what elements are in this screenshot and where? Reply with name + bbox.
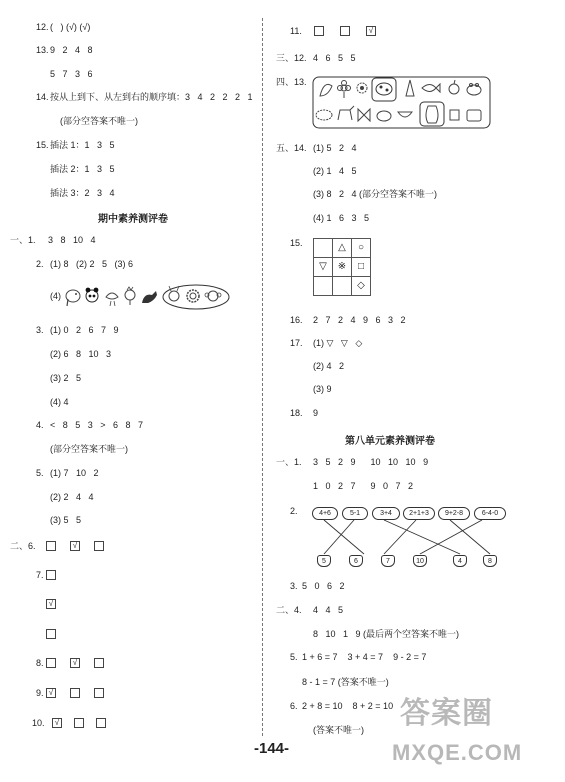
flower-icon [338, 81, 351, 99]
frog-icon [467, 84, 481, 96]
matching-lines [312, 518, 498, 558]
q6-box-1 [46, 541, 56, 551]
classification-picture [312, 76, 492, 130]
q14-line1: 按从上到下、从左到右的顺序填：3 4 2 2 2 1 [50, 92, 253, 102]
s1-q3-line2: (2) 6 8 10 3 [50, 349, 112, 359]
number-bag-5: 4 [453, 555, 467, 567]
r-q5-line2: 8 - 1 = 7 (答案不唯一) [302, 677, 389, 687]
q15-line3: 插法 3：2 3 4 [50, 188, 115, 198]
r-q11-number: 11. [290, 26, 302, 36]
dinosaur-icon [142, 291, 157, 303]
number-bag-6: 8 [483, 555, 497, 567]
r-s1-q3-number: 3. [290, 581, 298, 591]
r-q17-number: 17. [290, 338, 303, 348]
r-q17-line1: (1) ▽ ▽ ◇ [313, 338, 363, 348]
q11-box-1 [314, 26, 324, 36]
elephant-icon [66, 290, 80, 306]
r-q16-answer: 2 7 2 4 9 6 3 2 [313, 315, 406, 325]
s1-q2-line2: (4) [50, 291, 61, 301]
midterm-title: 期中素养测评卷 [98, 214, 168, 225]
fish-icon [422, 84, 440, 92]
watermark-url: MXQE.COM [392, 740, 523, 765]
grid-cell: ◇ [351, 276, 371, 296]
watermark-logo: 答案圈 [400, 697, 493, 730]
q14-line2: (部分空答案不唯一) [60, 116, 138, 126]
q9-box-3 [94, 688, 104, 698]
s1-q3-line4: (4) 4 [50, 397, 69, 407]
sheep-icon [316, 110, 332, 120]
s1-q1-number: 一、1. [10, 235, 36, 245]
butterfly-icon [358, 109, 370, 121]
q7-box-1 [46, 570, 56, 580]
r-q17-line3: (3) 9 [313, 384, 332, 394]
s1-q5-line3: (3) 5 5 [50, 515, 82, 525]
grid-cell [313, 276, 333, 296]
vase-icon [426, 106, 438, 123]
grid-cell: ▽ [313, 257, 333, 277]
q15-number: 15. [36, 140, 49, 150]
grid-cell [313, 238, 333, 258]
number-bag-3: 7 [381, 555, 395, 567]
q12-answer: ( ) (√) (√) [50, 22, 91, 32]
r-s1-q3-answer: 5 0 6 2 [302, 581, 345, 591]
page-number: -144- [254, 740, 290, 757]
r-s2-q4-number: 二、4. [276, 605, 302, 615]
s2-q8-number: 8. [36, 658, 44, 668]
r-q18-number: 18. [290, 408, 303, 418]
s1-q4-line1: < 8 5 3 > 6 8 7 [50, 420, 144, 430]
q11-box-2 [340, 26, 350, 36]
s1-q4-number: 4. [36, 420, 44, 430]
s1-q2-number: 2. [36, 259, 44, 269]
cup-icon [450, 110, 459, 120]
r-s3-q12-answer: 4 6 5 5 [313, 53, 356, 63]
pig-icon [377, 111, 391, 121]
r-s5-q14-number: 五、14. [276, 143, 307, 153]
r-q18-answer: 9 [313, 408, 319, 418]
r-s1-q1-line1: 3 5 2 9 10 10 10 9 [313, 457, 429, 467]
s1-q3-line3: (3) 2 5 [50, 373, 82, 383]
q8-box-1 [46, 658, 56, 668]
s1-q3-line1: (1) 0 2 6 7 9 [50, 325, 119, 335]
cow-icon [376, 83, 392, 95]
lion-icon [187, 290, 199, 302]
column-divider [262, 18, 263, 736]
grid-cell [332, 276, 352, 296]
r-q17-line2: (2) 4 2 [313, 361, 345, 371]
q8-box-2: √ [70, 658, 80, 668]
q9-box-2 [70, 688, 80, 698]
panda-icon [86, 288, 99, 302]
bowl-icon [398, 112, 412, 117]
unit8-title: 第八单元素养测评卷 [345, 436, 435, 447]
r-q6-number: 6. [290, 701, 298, 711]
r-s5-q14-line1: (1) 5 2 4 [313, 143, 357, 153]
r-s5-q14-line2: (2) 1 4 5 [313, 166, 357, 176]
r-q5-line1: 1 + 6 = 7 3 + 4 = 7 9 - 2 = 7 [302, 652, 427, 662]
q15-line1: 插法 1：1 3 5 [50, 140, 115, 150]
r-s4-q13-number: 四、13. [276, 77, 307, 87]
apple-icon [449, 80, 459, 94]
leaf-icon [320, 84, 332, 96]
q13-number: 13. [36, 45, 49, 55]
s2-q7-number: 7. [36, 570, 44, 580]
r-q6-line1: 2 + 8 = 10 8 + 2 = 10 [302, 701, 394, 711]
grid-cell: ※ [332, 257, 352, 277]
q6-box-3 [94, 541, 104, 551]
r-s2-q4-line1: 4 4 5 [313, 605, 344, 615]
r-q16-number: 16. [290, 315, 303, 325]
r-s1-q2-number: 2. [290, 506, 298, 516]
r-s1-q1-line2: 1 0 2 7 9 0 7 2 [313, 481, 414, 491]
rooster-icon [125, 287, 135, 305]
q7-box-2: √ [46, 599, 56, 609]
q8-box-3 [94, 658, 104, 668]
q10-box-1: √ [52, 718, 62, 728]
monkey-icon [205, 291, 221, 301]
expr-oval-6: 6-4-0 [474, 507, 506, 520]
tree-icon [406, 80, 414, 96]
grid-cell: □ [351, 257, 371, 277]
grid-cell: △ [332, 238, 352, 258]
q9-box-1: √ [46, 688, 56, 698]
q7-box-3 [46, 629, 56, 639]
q13-line1: 9 2 4 8 [50, 45, 93, 55]
expr-oval-3: 3+4 [372, 507, 400, 520]
sunflower-icon [357, 83, 367, 93]
q14-number: 14. [36, 92, 49, 102]
expr-oval-2: 5-1 [342, 507, 368, 520]
animal-pictures [64, 283, 230, 311]
horse-icon [338, 106, 354, 120]
q6-box-2: √ [70, 541, 80, 551]
s2-q9-number: 9. [36, 688, 44, 698]
s2-q10-number: 10. [32, 718, 45, 728]
bird-icon [106, 293, 118, 306]
s1-q2-line1: (1) 8 (2) 2 5 (3) 6 [50, 259, 134, 269]
expr-oval-5: 9+2-8 [438, 507, 470, 520]
q12-number: 12. [36, 22, 49, 32]
q10-box-3 [96, 718, 106, 728]
s2-q6-number: 二、6. [10, 541, 36, 551]
s1-q1-answer: 3 8 10 4 [48, 235, 96, 245]
r-s1-q1-number: 一、1. [276, 457, 302, 467]
r-q5-number: 5. [290, 652, 298, 662]
r-s5-q14-line3: (3) 8 2 4 (部分空答案不唯一) [313, 189, 438, 199]
basket-icon [467, 110, 481, 121]
number-bag-4: 10 [413, 555, 427, 567]
s1-q5-line2: (2) 2 4 4 [50, 492, 94, 502]
s1-q5-line1: (1) 7 10 2 [50, 468, 99, 478]
s1-q4-line2: (部分空答案不唯一) [50, 444, 128, 454]
q11-box-3: √ [366, 26, 376, 36]
r-q6-line2: (答案不唯一) [313, 725, 364, 735]
r-s3-q12-number: 三、12. [276, 53, 307, 63]
r-q15-number: 15. [290, 238, 303, 248]
q15-line2: 插法 2：1 3 5 [50, 164, 115, 174]
expr-oval-4: 2+1+3 [403, 507, 435, 520]
s1-q5-number: 5. [36, 468, 44, 478]
q10-box-2 [74, 718, 84, 728]
expr-oval-1: 4+6 [312, 507, 338, 520]
number-bag-1: 5 [317, 555, 331, 567]
q13-line2: 5 7 3 6 [50, 69, 93, 79]
r-s2-q4-line2: 8 10 1 9 (最后两个空答案不唯一) [313, 629, 460, 639]
grid-cell: ○ [351, 238, 371, 258]
s1-q3-number: 3. [36, 325, 44, 335]
r-s5-q14-line4: (4) 1 6 3 5 [313, 213, 370, 223]
number-bag-2: 6 [349, 555, 363, 567]
